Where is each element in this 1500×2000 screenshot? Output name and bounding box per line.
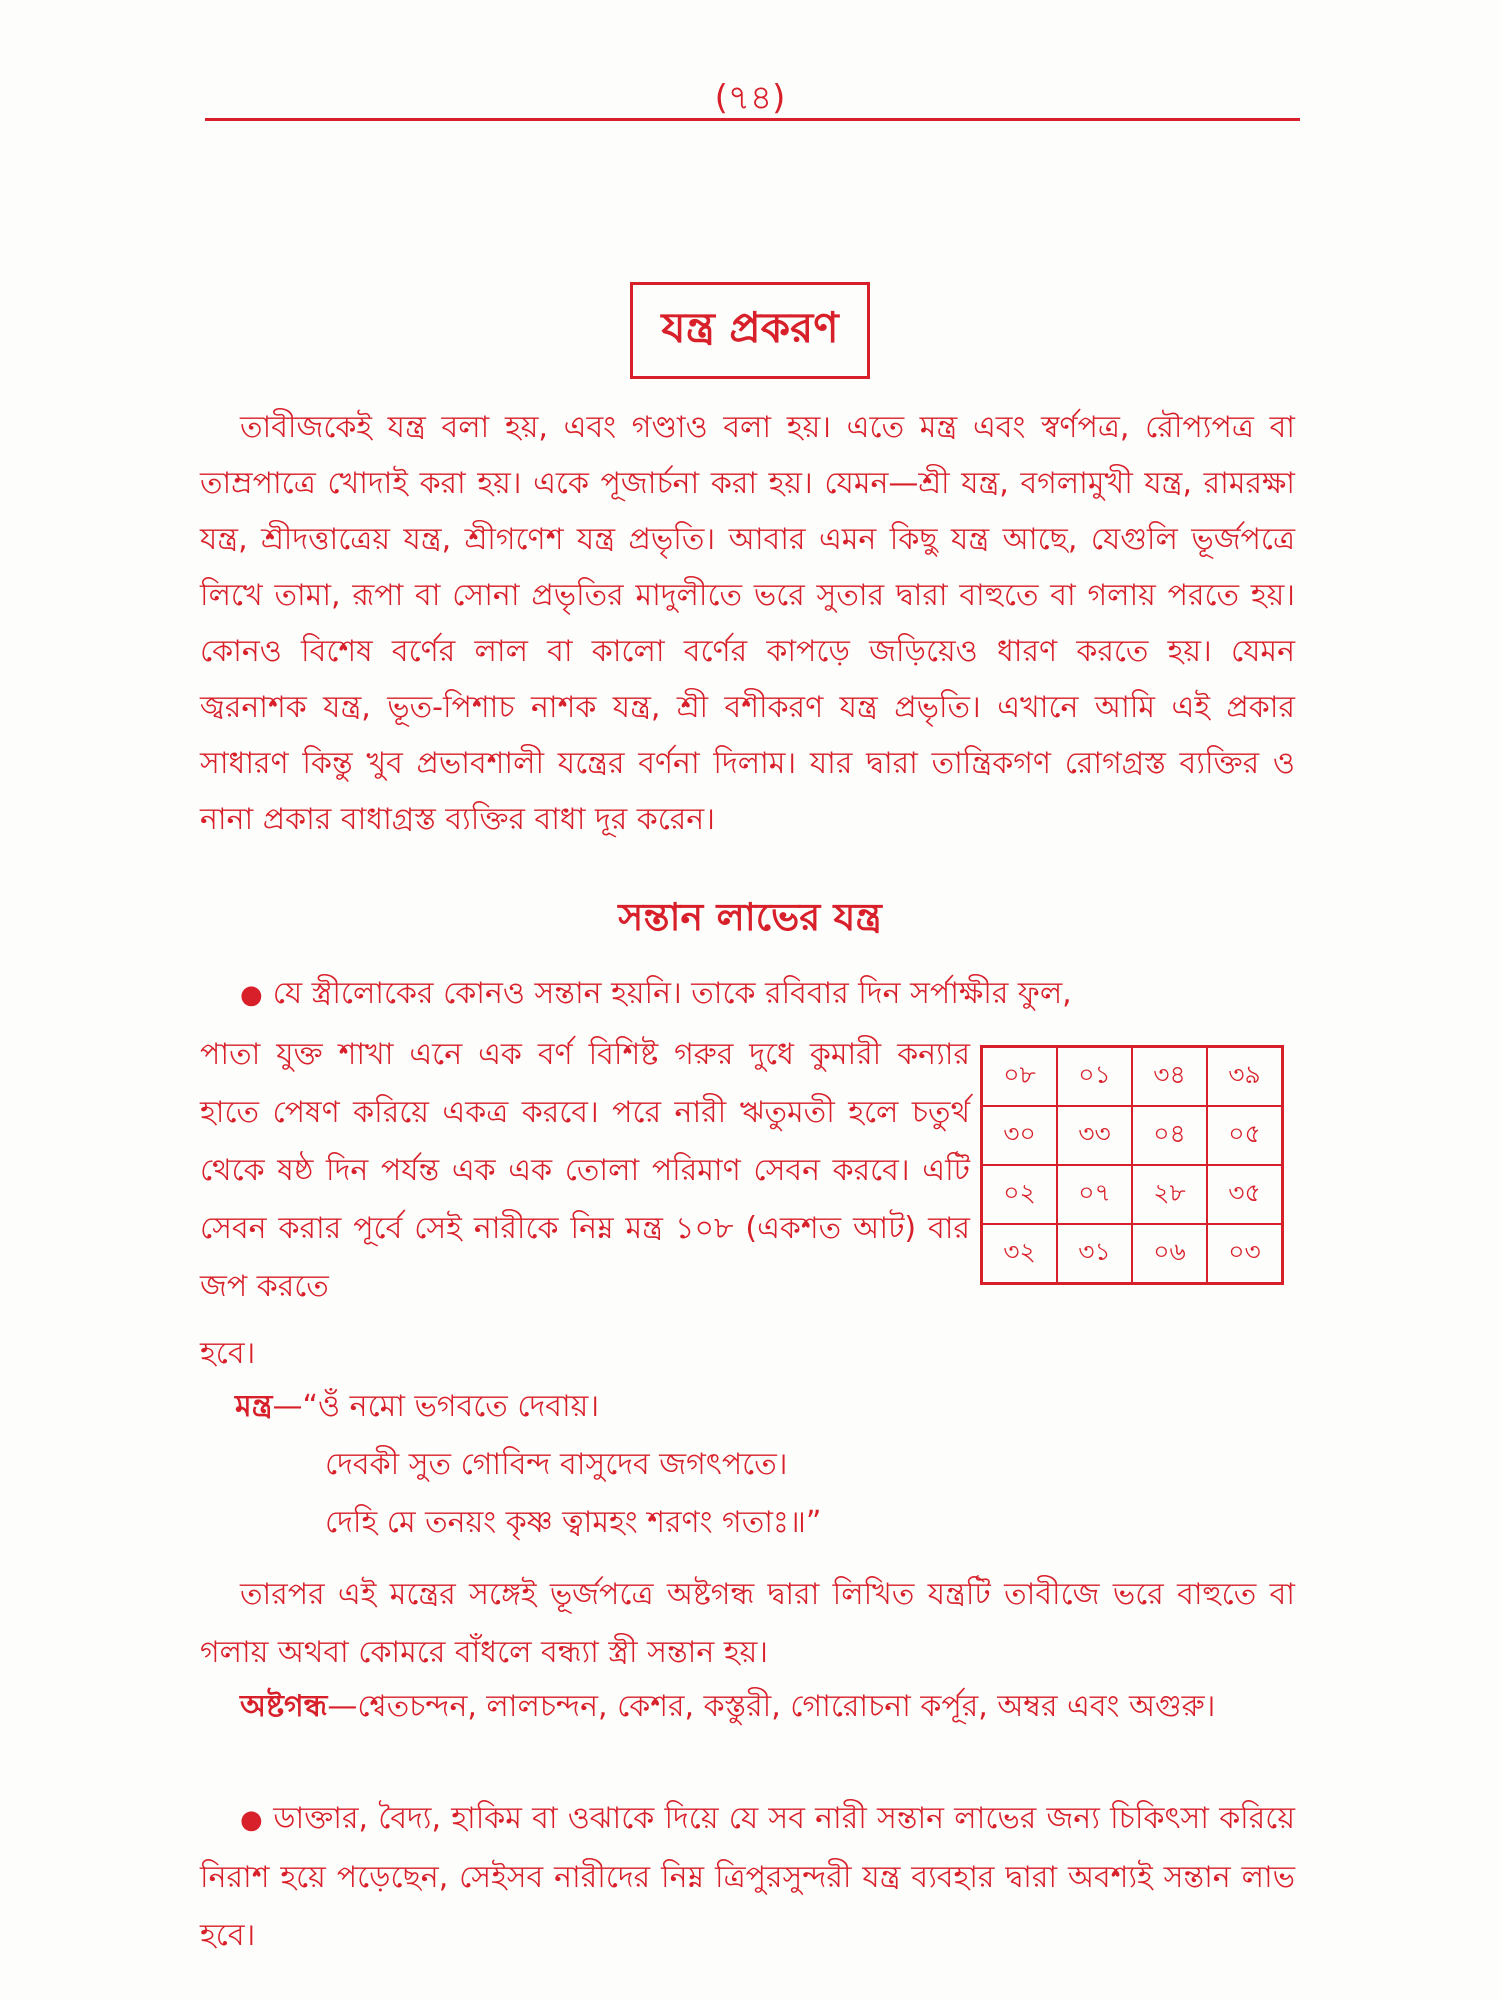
ashtagandha-paragraph: [200, 1678, 1295, 1736]
yantra-cell: ৩৩: [1057, 1106, 1132, 1165]
yantra-row: [982, 1047, 1283, 1107]
paragraph-3-text: ডাক্তার, বৈদ্য, হাকিম বা ওঝাকে দিয়ে যে সব নারী সন্তান লাভের জন্য চিকিৎসা করিয়ে নিরাশ হয়ে পড়েছেন, সেইসব নারীদের নিম্ন ত্রিপুরসুন্দরী যন্ত্র ব্যবহার দ্বারা অবশ্যই সন্তান লাভ হবে।: [200, 1801, 1295, 1953]
mantra-line-1: —“ওঁ নমো ভগবতে দেবায়।: [272, 1389, 600, 1424]
mantra-line-3: দেহি মে তনয়ং কৃষ্ণ ত্বামহং শরণং গতাঃ॥”: [325, 1505, 822, 1540]
yantra-cell: ০৪: [1132, 1106, 1207, 1165]
yantra-cell: ০৩: [1207, 1224, 1283, 1284]
intro-paragraph: তাবীজকেই যন্ত্র বলা হয়, এবং গণ্ডাও বলা হয়। এতে মন্ত্র এবং স্বর্ণপত্র, রৌপ্যপত্র বা তাম্রপাত্রে খোদাই করা হয়। একে পূজার্চনা করা হয়। যেমন—শ্রী যন্ত্র, বগলামুখী যন্ত্র, রামরক্ষা যন্ত্র, শ্রীদত্তাত্রেয় যন্ত্র, শ্রীগণেশ যন্ত্র প্রভৃতি। আবার এমন কিছু যন্ত্র আছে, যেগুলি ভূর্জপত্রে লিখে তামা, রূপা বা সোনা প্রভৃতির মাদুলীতে ভরে সুতার দ্বারা বাহুতে বা গলায় পরতে হয়। কোনও বিশেষ বর্ণের লাল বা কালো বর্ণের কাপড়ে জড়িয়েও ধারণ করতে হয়। যেমন জ্বরনাশক যন্ত্র, ভূত-পিশাচ নাশক যন্ত্র, শ্রী বশীকরণ যন্ত্র প্রভৃতি। এখানে আমি এই প্রকার সাধারণ কিন্তু খুব প্রভাবশালী যন্ত্রের বর্ণনা দিলাম। যার দ্বারা তান্ত্রিকগণ রোগগ্রস্ত ব্যক্তির ও নানা প্রকার বাধাগ্রস্ত ব্যক্তির বাধা দূর করেন।: [200, 410, 1295, 837]
yantra-row: [982, 1165, 1283, 1224]
yantra-cell: ০৬: [1132, 1224, 1207, 1284]
chapter-title: যন্ত্র প্রকরণ: [630, 282, 869, 379]
yantra-cell: ৩১: [1057, 1224, 1132, 1284]
paragraph-2: তারপর এই মন্ত্রের সঙ্গেই ভূর্জপত্রে অষ্টগন্ধ দ্বারা লিখিত যন্ত্রটি তাবীজে ভরে বাহুতে বা গলায় অথবা কোমরে বাঁধলে বন্ধ্যা স্ত্রী সন্তান হয়।: [200, 1577, 1295, 1670]
yantra-cell: ০৫: [1207, 1106, 1283, 1165]
title-wrap: [0, 282, 1500, 379]
yantra-row: [982, 1106, 1283, 1165]
mantra-block: [235, 1378, 821, 1552]
ashtagandha-text: —শ্বেতচন্দন, লালচন্দন, কেশর, কস্তুরী, গোরোচনা কর্পূর, অম্বর এবং অগুরু।: [327, 1689, 1216, 1724]
mantra-label: মন্ত্র: [235, 1389, 273, 1424]
yantra-cell: ০৮: [982, 1047, 1058, 1107]
header-rule: [205, 118, 1300, 121]
bullet-icon: ●: [240, 980, 263, 1010]
yantra-grid: [980, 1045, 1284, 1285]
yantra-cell: ৩০: [982, 1106, 1058, 1165]
bullet-icon: ●: [240, 1805, 264, 1835]
mantra-line: [235, 1378, 821, 1436]
paragraph-1-first-line: [200, 966, 1295, 1023]
yantra-cell: ৩৫: [1207, 1165, 1283, 1224]
paragraph-1-body: পাতা যুক্ত শাখা এনে এক বর্ণ বিশিষ্ট গরুর দুধে কুমারী কন্যার হাতে পেষণ করিয়ে একত্র করবে। পরে নারী ঋতুমতী হলে চতুর্থ থেকে ষষ্ঠ দিন পর্যন্ত এক এক তোলা পরিমাণ সেবন করবে। এটি সেবন করার পূর্বে সেই নারীকে নিম্ন মন্ত্র ১০৮ (একশত আট) বার জপ করতে: [200, 1037, 970, 1304]
yantra-cell: ৩৯: [1207, 1047, 1283, 1107]
paragraph-1-text: যে স্ত্রীলোকের কোনও সন্তান হয়নি। তাকে রবিবার দিন সর্পাক্ষীর ফুল,: [272, 976, 1072, 1011]
paragraph-1-end: হবে।: [200, 1336, 256, 1371]
section-title: সন্তান লাভের যন্ত্র: [618, 895, 882, 939]
yantra-cell: ০২: [982, 1165, 1058, 1224]
yantra-cell: ৩৪: [1132, 1047, 1207, 1107]
yantra-cell: ২৮: [1132, 1165, 1207, 1224]
mantra-line-2: দেবকী সুত গোবিন্দ বাসুদেব জগৎপতে।: [325, 1447, 788, 1482]
page-number: (৭৪): [714, 78, 786, 118]
yantra-cell: ০১: [1057, 1047, 1132, 1107]
ashtagandha-label: অষ্টগন্ধ: [240, 1689, 328, 1724]
yantra-row: [982, 1224, 1283, 1284]
yantra-cell: ৩২: [982, 1224, 1058, 1284]
yantra-cell: ০৭: [1057, 1165, 1132, 1224]
paragraph-3: [200, 1790, 1295, 1965]
